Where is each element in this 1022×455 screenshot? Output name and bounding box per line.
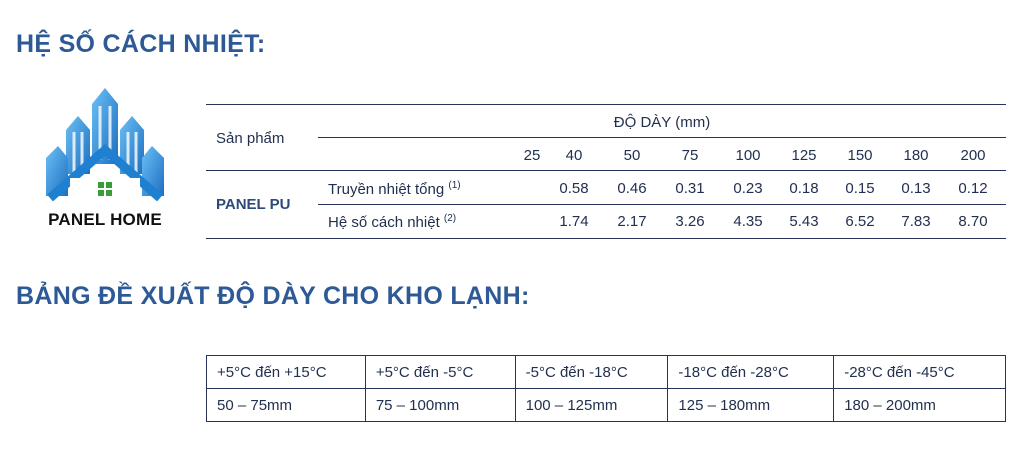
value-cell: 8.70: [958, 213, 988, 230]
building-logo-icon: [40, 86, 170, 210]
product-name: PANEL PU: [216, 196, 291, 213]
row-label-insulation-coefficient: Hệ số cách nhiệt $^{(2)}$: [328, 213, 457, 231]
row-label-total-heat-transfer: Truyền nhiệt tổng $^{(1)}$: [328, 180, 461, 198]
value-cell: 1.74: [559, 213, 589, 230]
thickness-cell: 180 – 200mm: [834, 389, 1006, 422]
thickness-150: 150: [847, 147, 873, 164]
value-cell: 7.83: [901, 213, 931, 230]
thickness-header: ĐỘ DÀY (mm): [613, 114, 711, 131]
value-cell: 2.17: [617, 213, 647, 230]
thickness-cell: 50 – 75mm: [207, 389, 366, 422]
value-cell: 0.31: [675, 180, 705, 197]
value-cell: 0.12: [958, 180, 988, 197]
footnote-marker: (2): [443, 213, 457, 224]
thickness-75: 75: [681, 147, 699, 164]
thickness-cell: 75 – 100mm: [365, 389, 515, 422]
panel-home-logo: [40, 86, 170, 236]
value-cell: 3.26: [675, 213, 705, 230]
thickness-50: 50: [623, 147, 641, 164]
value-cell: 0.23: [733, 180, 763, 197]
value-cell: 6.52: [845, 213, 875, 230]
thickness-cell: 125 – 180mm: [668, 389, 834, 422]
footnote-marker: (1): [448, 180, 461, 191]
insulation-heading: HỆ SỐ CÁCH NHIỆT:: [16, 30, 266, 58]
value-cell: 5.43: [789, 213, 819, 230]
thickness-40: 40: [565, 147, 583, 164]
value-cell: 0.15: [845, 180, 875, 197]
thickness-200: 200: [960, 147, 986, 164]
temperature-range-cell: +5°C đến -5°C: [365, 356, 515, 389]
value-cell: 0.46: [617, 180, 647, 197]
product-column-header: Sản phẩm: [216, 130, 285, 147]
table-row: [207, 389, 1006, 422]
value-cell: 0.13: [901, 180, 931, 197]
temperature-range-cell: +5°C đến +15°C: [207, 356, 366, 389]
thickness-100: 100: [735, 147, 761, 164]
cold-storage-table: [206, 355, 1006, 422]
cold-storage-heading: BẢNG ĐỀ XUẤT ĐỘ DÀY CHO KHO LẠNH:: [16, 282, 530, 310]
temperature-range-cell: -18°C đến -28°C: [668, 356, 834, 389]
insulation-spec-table: [206, 104, 1006, 239]
value-cell: 0.18: [789, 180, 819, 197]
thickness-cell: 100 – 125mm: [515, 389, 668, 422]
thickness-125: 125: [791, 147, 817, 164]
thickness-180: 180: [903, 147, 929, 164]
value-cell: 4.35: [733, 213, 763, 230]
temperature-range-cell: -5°C đến -18°C: [515, 356, 668, 389]
table-row: [207, 356, 1006, 389]
thickness-25: 25: [523, 147, 541, 164]
value-cell: 0.58: [559, 180, 589, 197]
logo-text: PANEL HOME: [48, 210, 162, 229]
temperature-range-cell: -28°C đến -45°C: [834, 356, 1006, 389]
